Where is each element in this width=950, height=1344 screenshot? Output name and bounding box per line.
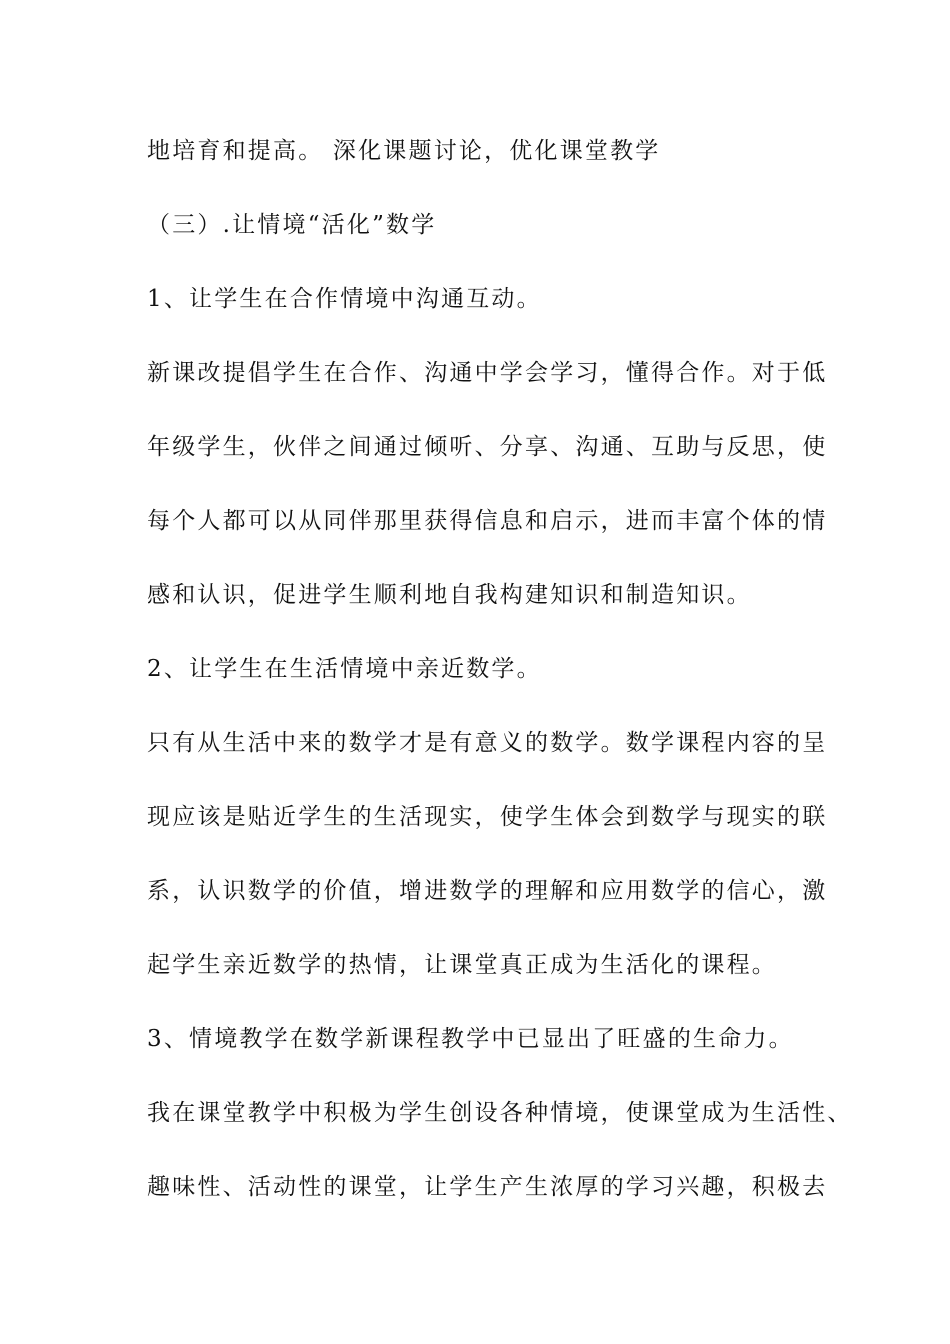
subsection-heading: 1、让学生在合作情境中沟通互动。	[147, 286, 542, 312]
body-text-line: 起学生亲近数学的热情，让课堂真正成为生活化的课程。	[147, 952, 777, 978]
subsection-heading: 3、情境教学在数学新课程教学中已显出了旺盛的生命力。	[147, 1026, 794, 1052]
body-text-line: 现应该是贴近学生的生活现实，使学生体会到数学与现实的联	[147, 804, 828, 830]
subsection-heading: 2、让学生在生活情境中亲近数学。	[147, 656, 542, 682]
body-text-line: 只有从生活中来的数学才是有意义的数学。数学课程内容的呈	[147, 730, 828, 756]
body-text-line: 新课改提倡学生在合作、沟通中学会学习，懂得合作。对于低	[147, 360, 828, 386]
body-text-line: 我在课堂教学中积极为学生创设各种情境，使课堂成为生活性、	[147, 1100, 853, 1126]
body-text-line: 地培育和提高。 深化课题讨论，优化课堂教学	[147, 138, 661, 164]
body-text-line: 感和认识，促进学生顺利地自我构建知识和制造知识。	[147, 582, 752, 608]
body-text-line: 每个人都可以从同伴那里获得信息和启示，进而丰富个体的情	[147, 508, 828, 534]
body-text-line: 系，认识数学的价值，增进数学的理解和应用数学的信心，激	[147, 878, 828, 904]
body-text-line: 年级学生，伙伴之间通过倾听、分享、沟通、互助与反思，使	[147, 434, 828, 460]
section-heading: （三）.让情境“活化”数学	[147, 212, 437, 238]
body-text-line: 趣味性、活动性的课堂，让学生产生浓厚的学习兴趣，积极去	[147, 1174, 828, 1200]
